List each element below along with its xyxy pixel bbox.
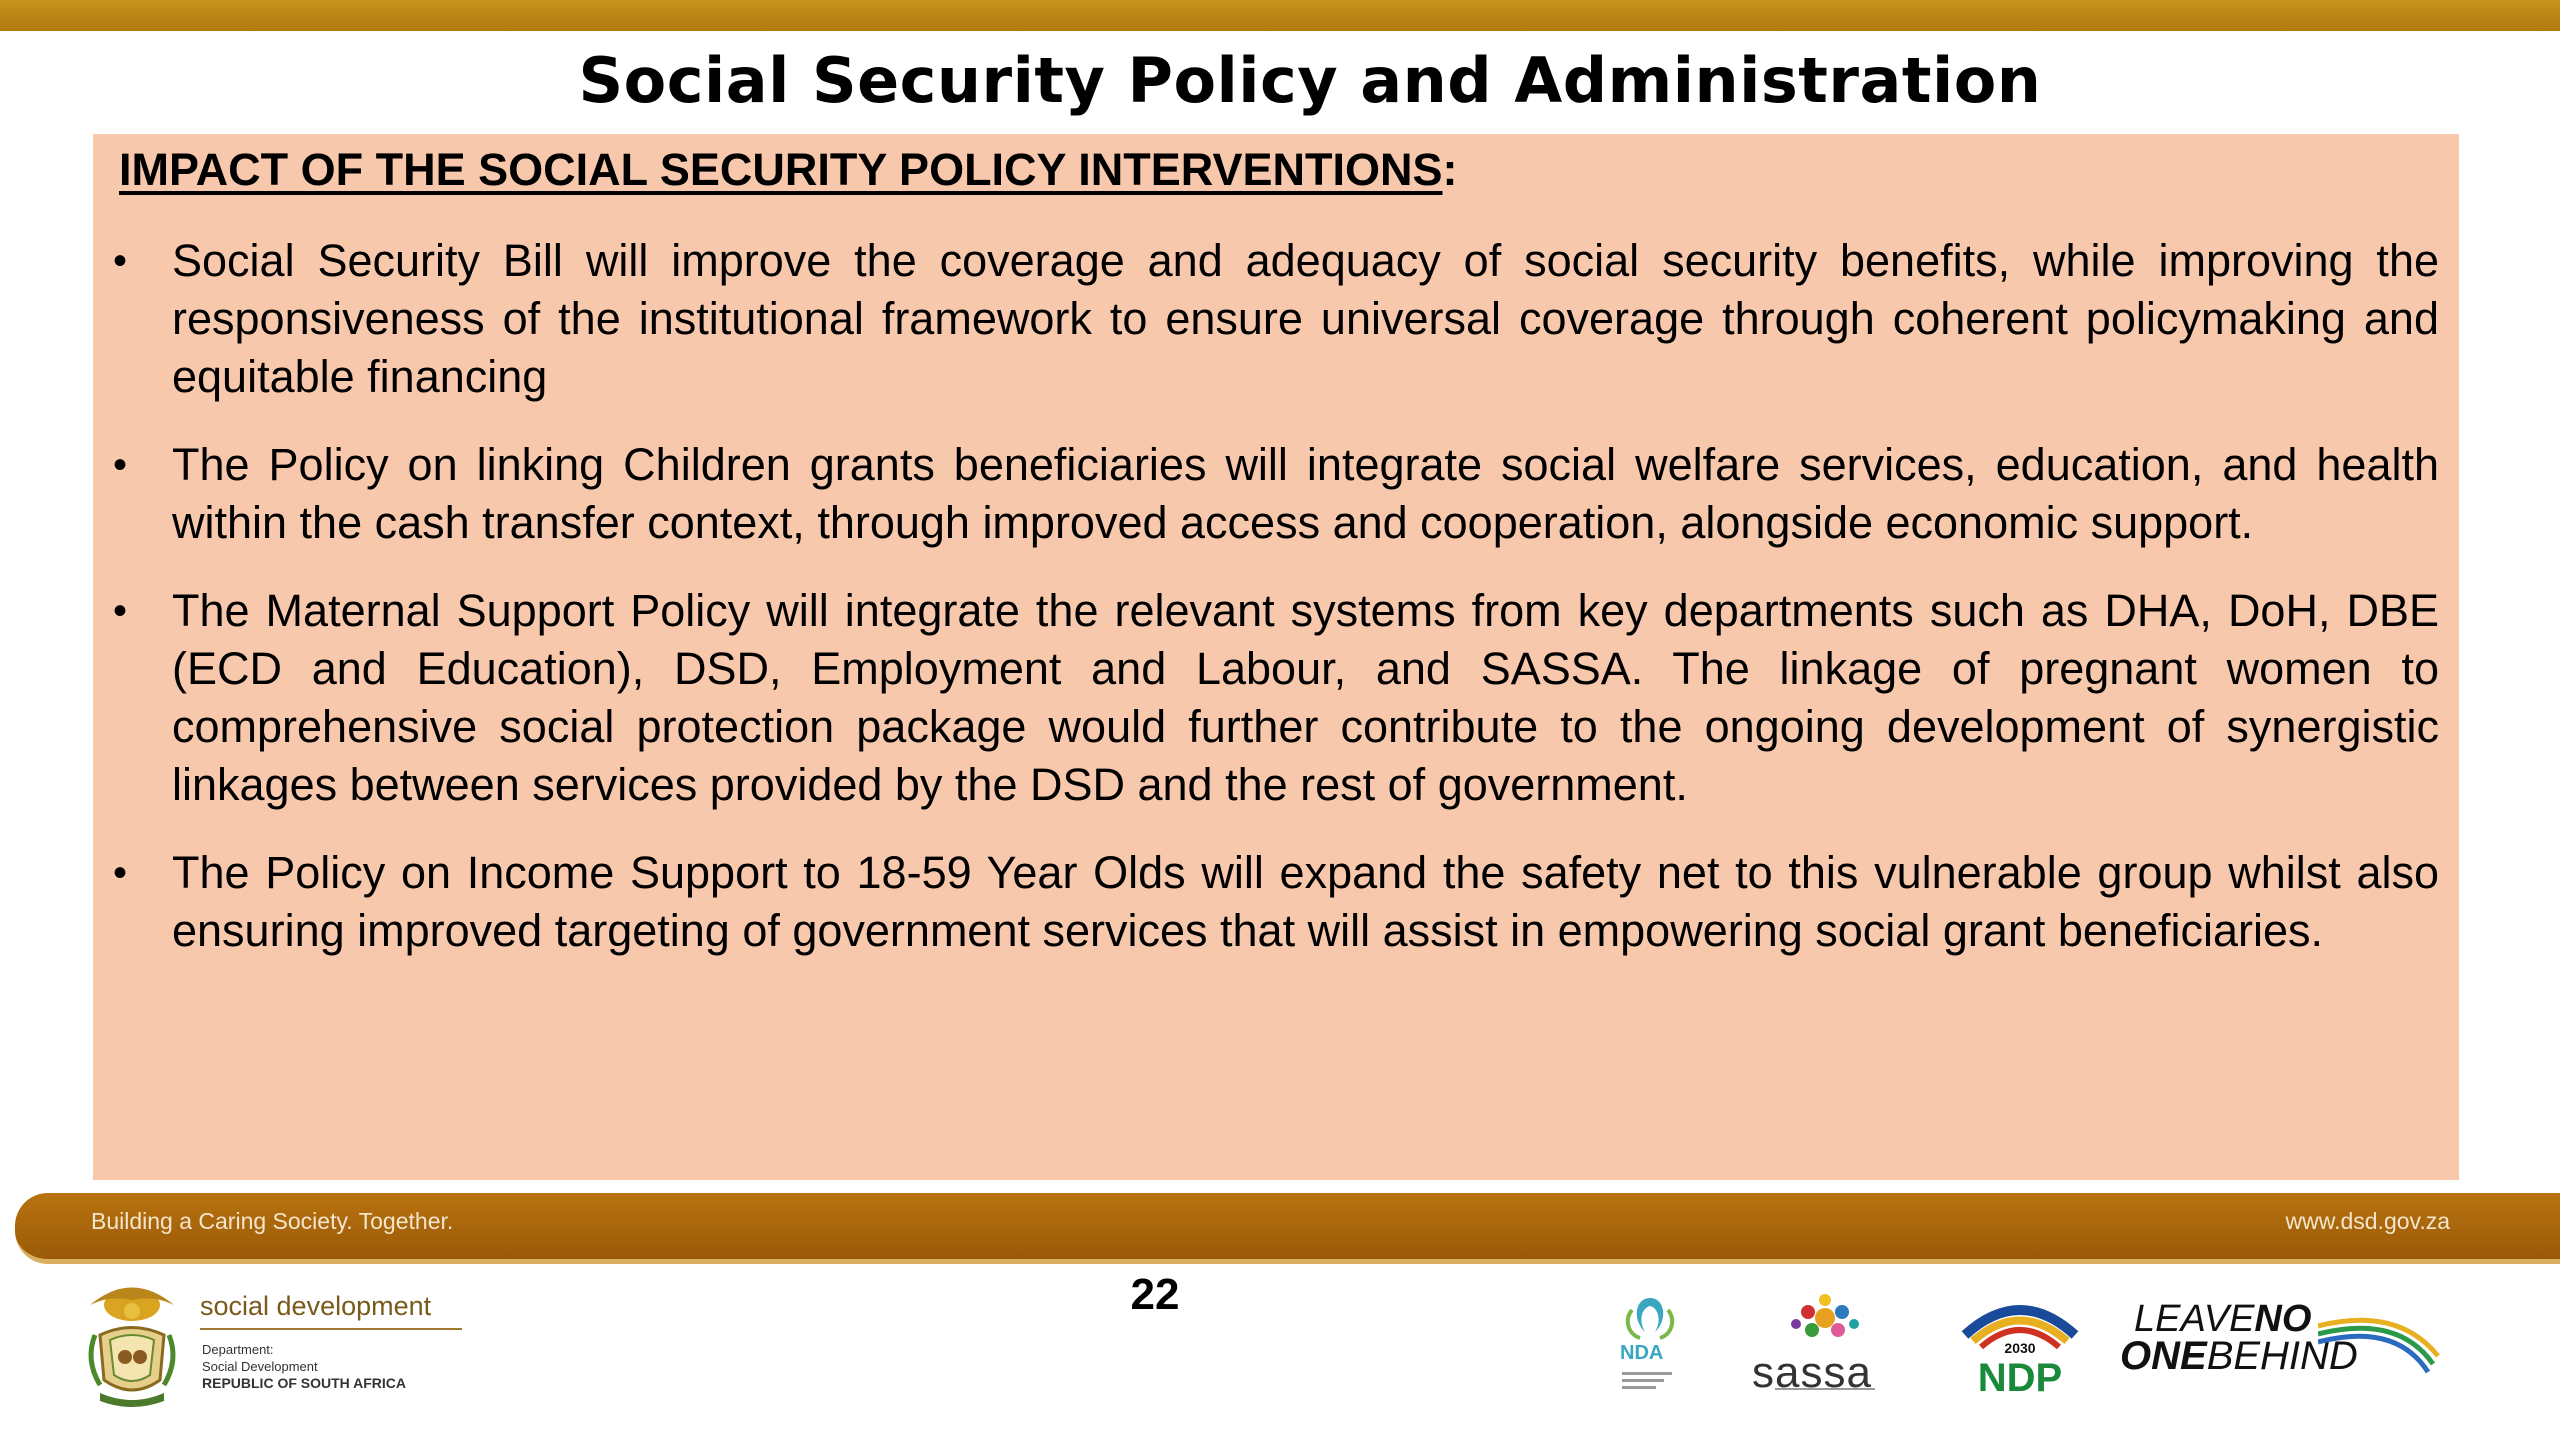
leave-no-one-behind-logo <box>2118 1298 2448 1398</box>
sassa-logo-label: sassa <box>1752 1348 1872 1397</box>
lnob-leave: LEAVE <box>2134 1298 2255 1340</box>
bullet-dot: • <box>113 443 128 487</box>
bullet-text: The Policy on Income Support to 18-59 Year Olds will expand the safety net to this vulnerable group whilst also ensuring improved targeting of government services that will assist in empowering social grant beneficiaries. <box>172 847 2439 956</box>
dsd-logo-line1: Department: <box>202 1342 274 1357</box>
dsd-logo-line2: Social Development <box>202 1359 318 1374</box>
section-heading-text: IMPACT OF THE SOCIAL SECURITY POLICY INTERVENTIONS <box>119 144 1443 195</box>
bullet-item <box>93 232 2439 406</box>
bullet-text: The Maternal Support Policy will integrate the relevant systems from key departments such as DHA, DoH, DBE (ECD and Education), DSD, Employment and Labour, and SASSA. The linkage of pregnant women to comprehensive social protection package would further contribute to the ongoing development of synergistic linkages between services provided by the DSD and the rest of government. <box>172 585 2439 810</box>
dsd-logo-name: social development <box>200 1291 432 1321</box>
lnob-one: ONE <box>2120 1334 2207 1378</box>
page-number: 22 <box>1130 1270 1180 1319</box>
bullet-dot: • <box>113 851 128 895</box>
bullet-text: Social Security Bill will improve the coverage and adequacy of social security benefits, while improving the responsiveness of the institutional framework to ensure universal coverage through coherent policymaking and equitable financing <box>172 235 2439 402</box>
lnob-swoosh-icon <box>2318 1306 2448 1386</box>
ndp-label: NDP <box>1977 1356 2063 1395</box>
footer-slogan: Building a Caring Society. Together. <box>91 1208 454 1234</box>
bullet-item <box>93 844 2439 960</box>
section-heading <box>119 144 1457 196</box>
bullet-list <box>93 232 2439 990</box>
ndp-logo-icon <box>1955 1295 2085 1395</box>
bullet-text: The Policy on linking Children grants beneficiaries will integrate social welfare services, education, and health within the cash transfer context, through improved access and cooperation, alongside economic support. <box>172 439 2439 548</box>
lnob-behind: BEHIND <box>2206 1334 2358 1378</box>
footer-url: www.dsd.gov.za <box>2285 1208 2450 1234</box>
ndp-year: 2030 <box>2004 1340 2036 1356</box>
content-panel <box>93 134 2459 1180</box>
lnob-no: NO <box>2254 1298 2312 1340</box>
nda-logo-label: NDA <box>1620 1342 1664 1364</box>
bullet-item <box>93 582 2439 814</box>
bullet-item <box>93 436 2439 552</box>
section-heading-colon: : <box>1442 144 1458 195</box>
dsd-logo-line3: REPUBLIC OF SOUTH AFRICA <box>202 1375 407 1391</box>
bullet-dot: • <box>113 589 128 633</box>
dsd-logo-divider <box>200 1328 462 1330</box>
coat-of-arms-icon <box>70 1275 195 1410</box>
bullet-dot: • <box>113 239 128 283</box>
dsd-logo <box>70 1275 470 1415</box>
top-accent-bar <box>0 0 2560 31</box>
slide-title: Social Security Policy and Administration <box>578 44 2042 117</box>
